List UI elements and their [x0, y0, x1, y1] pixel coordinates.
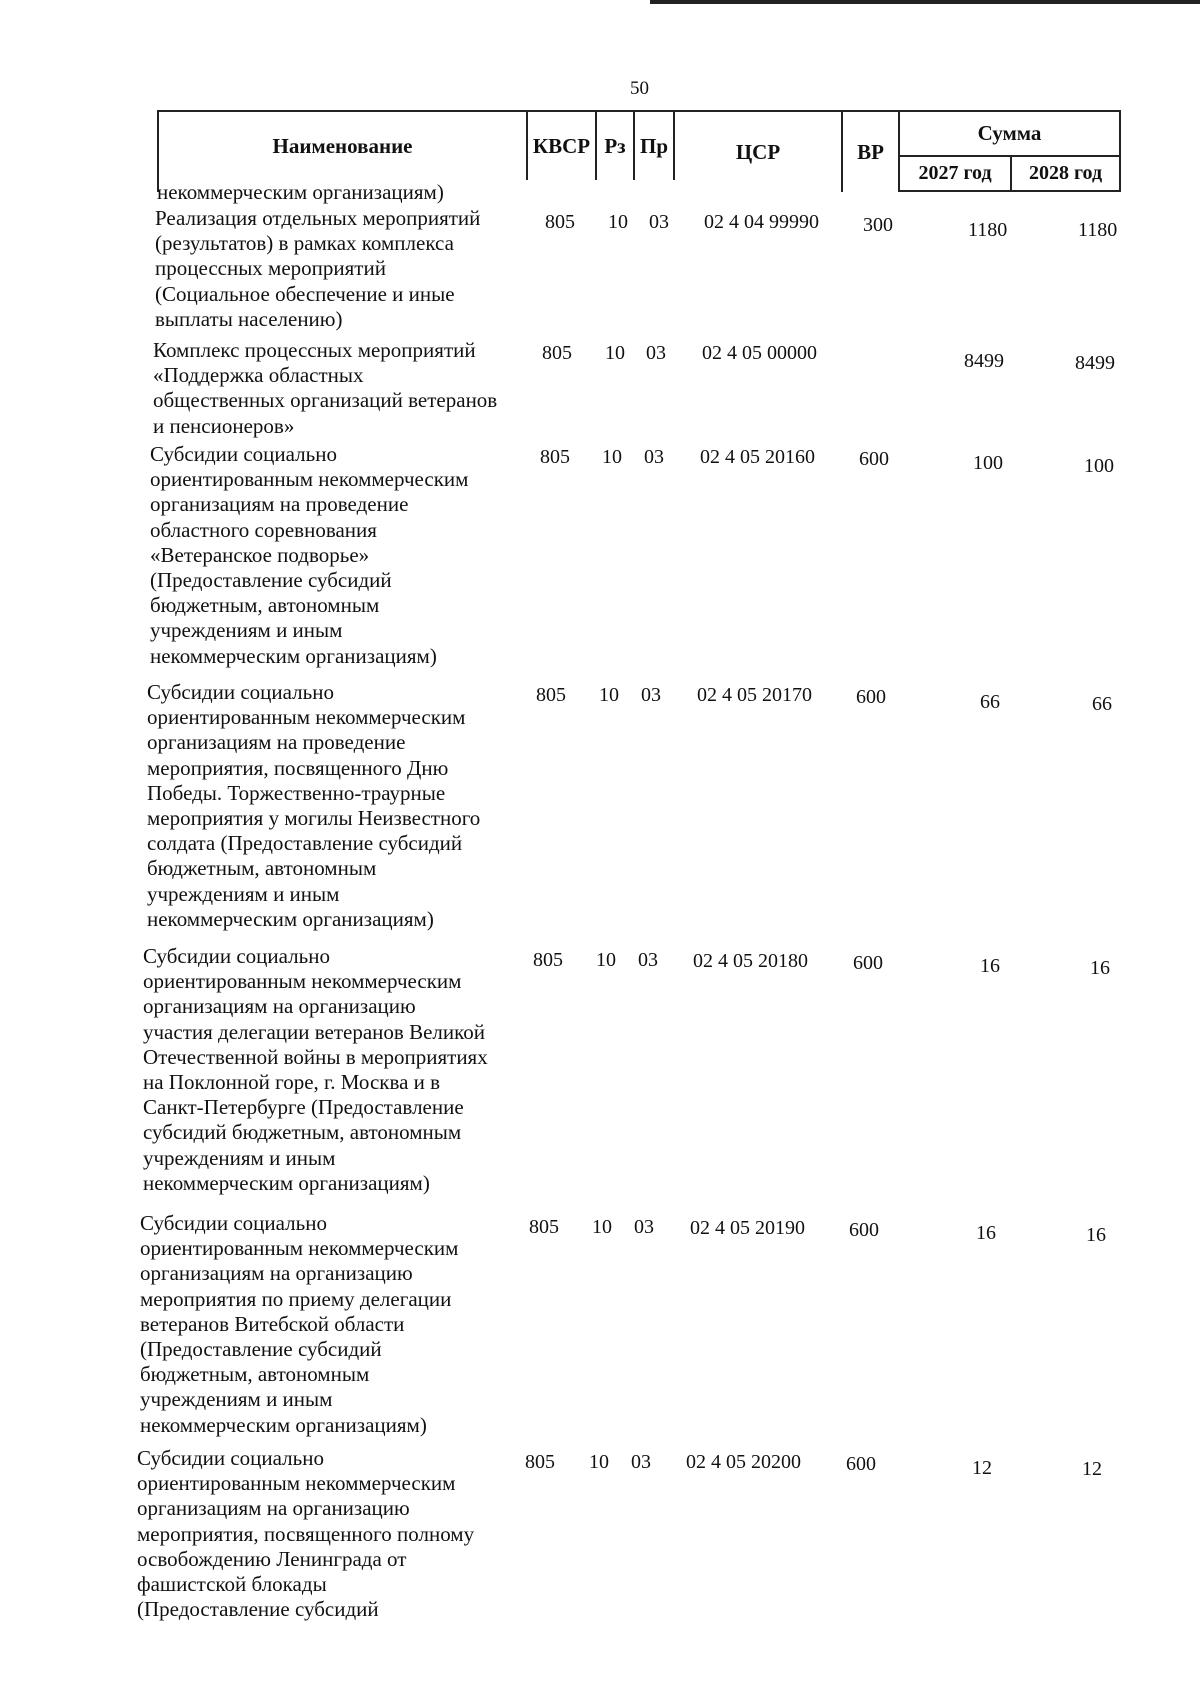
row-vr: 600	[846, 1453, 876, 1475]
row-sum-2028: 16	[1086, 1224, 1106, 1246]
continuation-text: некоммерческим организациям)	[157, 180, 444, 204]
row-sum-2028: 16	[1090, 957, 1110, 979]
row-pr: 03	[644, 446, 664, 468]
row-sum-2027: 1180	[968, 219, 1008, 241]
row-vr: 600	[859, 448, 889, 470]
row-rz: 10	[592, 1216, 612, 1238]
row-kvsr: 805	[542, 342, 572, 364]
row-name: Комплекс процессных мероприятий «Поддержка областных общественных организаций ветеранов и пенсионеров»	[153, 338, 498, 438]
row-sum-2027: 12	[972, 1457, 992, 1479]
row-vr: 600	[849, 1219, 879, 1241]
row-pr: 03	[631, 1451, 651, 1473]
row-rz: 10	[602, 446, 622, 468]
row-pr: 03	[646, 342, 666, 364]
row-csr: 02 4 05 20160	[700, 446, 815, 468]
header-year-2027: 2027 год	[900, 157, 1012, 192]
row-kvsr: 805	[525, 1451, 555, 1473]
row-sum-2028: 100	[1084, 455, 1114, 477]
row-csr: 02 4 05 20200	[686, 1451, 801, 1473]
row-vr: 300	[863, 214, 893, 236]
row-name: Реализация отдельных мероприятий (результатов) в рамках комплекса процессных мероприятий (Социальное обеспечение и иные выплаты населению)	[155, 206, 481, 331]
row-rz: 10	[589, 1451, 609, 1473]
row-kvsr: 805	[540, 446, 570, 468]
row-csr: 02 4 05 20180	[693, 950, 808, 972]
row-sum-2027: 66	[980, 691, 1000, 713]
row-sum-2027: 100	[973, 452, 1003, 474]
row-rz: 10	[596, 949, 616, 971]
header-vr: ВР	[843, 112, 900, 192]
row-name: Субсидии социально ориентированным некоммерческим организациям на проведение мероприятия, посвященного Дню Победы. Торжественно-траурные мероприятия у могилы Неизвестного солдата (Предоставление субсидий бюджетным, автономным учреждениям и иным некоммерческим организациям)	[147, 680, 481, 931]
top-border-line	[650, 0, 1200, 4]
header-rz: Рз	[597, 112, 635, 180]
row-sum-2028: 1180	[1078, 219, 1118, 241]
page-number: 50	[630, 78, 649, 99]
row-sum-2028: 66	[1092, 693, 1112, 715]
header-pr: Пр	[635, 112, 675, 180]
header-csr: ЦСР	[675, 112, 843, 192]
row-csr: 02 4 05 20170	[697, 684, 812, 706]
row-name: Субсидии социально ориентированным некоммерческим организациям на организацию мероприятия по приему делегации ветеранов Витебской области (Предоставление субсидий бюджетным, автономным учреждениям и иным некоммерческим организациям)	[140, 1211, 459, 1437]
row-vr: 600	[853, 952, 883, 974]
row-name: Субсидии социально ориентированным некоммерческим организациям на организацию мероприятия, посвященного полному освобождению Ленинграда от фашистской блокады (Предоставление субсидий	[137, 1446, 475, 1622]
row-name: Субсидии социально ориентированным некоммерческим организациям на организацию участия делегации ветеранов Великой Отечественной войны в мероприятиях на Поклонной горе, г. Москва и в Санкт-Петербурге (Предоставление субсидий бюджетным, автономным учреждениям и иным некоммерческим организациям)	[143, 944, 488, 1195]
row-csr: 02 4 04 99990	[704, 211, 819, 233]
row-kvsr: 805	[536, 684, 566, 706]
row-pr: 03	[649, 211, 669, 233]
header-name: Наименование	[159, 112, 528, 180]
row-sum-2028: 12	[1082, 1458, 1102, 1480]
header-sum: Сумма	[900, 112, 1121, 157]
row-kvsr: 805	[529, 1216, 559, 1238]
header-year-2028: 2028 год	[1012, 157, 1121, 192]
row-sum-2027: 16	[980, 955, 1000, 977]
row-pr: 03	[638, 949, 658, 971]
row-rz: 10	[605, 342, 625, 364]
row-sum-2028: 8499	[1075, 352, 1115, 374]
row-vr: 600	[856, 686, 886, 708]
row-pr: 03	[634, 1216, 654, 1238]
row-csr: 02 4 05 00000	[702, 342, 817, 364]
row-pr: 03	[641, 684, 661, 706]
row-kvsr: 805	[533, 949, 563, 971]
row-kvsr: 805	[545, 211, 575, 233]
row-rz: 10	[608, 211, 628, 233]
row-sum-2027: 8499	[964, 350, 1004, 372]
header-kvsr: КВСР	[528, 112, 597, 180]
row-rz: 10	[599, 684, 619, 706]
row-sum-2027: 16	[976, 1222, 996, 1244]
row-csr: 02 4 05 20190	[690, 1217, 805, 1239]
row-name: Субсидии социально ориентированным некоммерческим организациям на проведение областного соревнования «Ветеранское подворье» (Предоставление субсидий бюджетным, автономным учреждениям и иным некоммерческим организациям)	[150, 442, 469, 668]
